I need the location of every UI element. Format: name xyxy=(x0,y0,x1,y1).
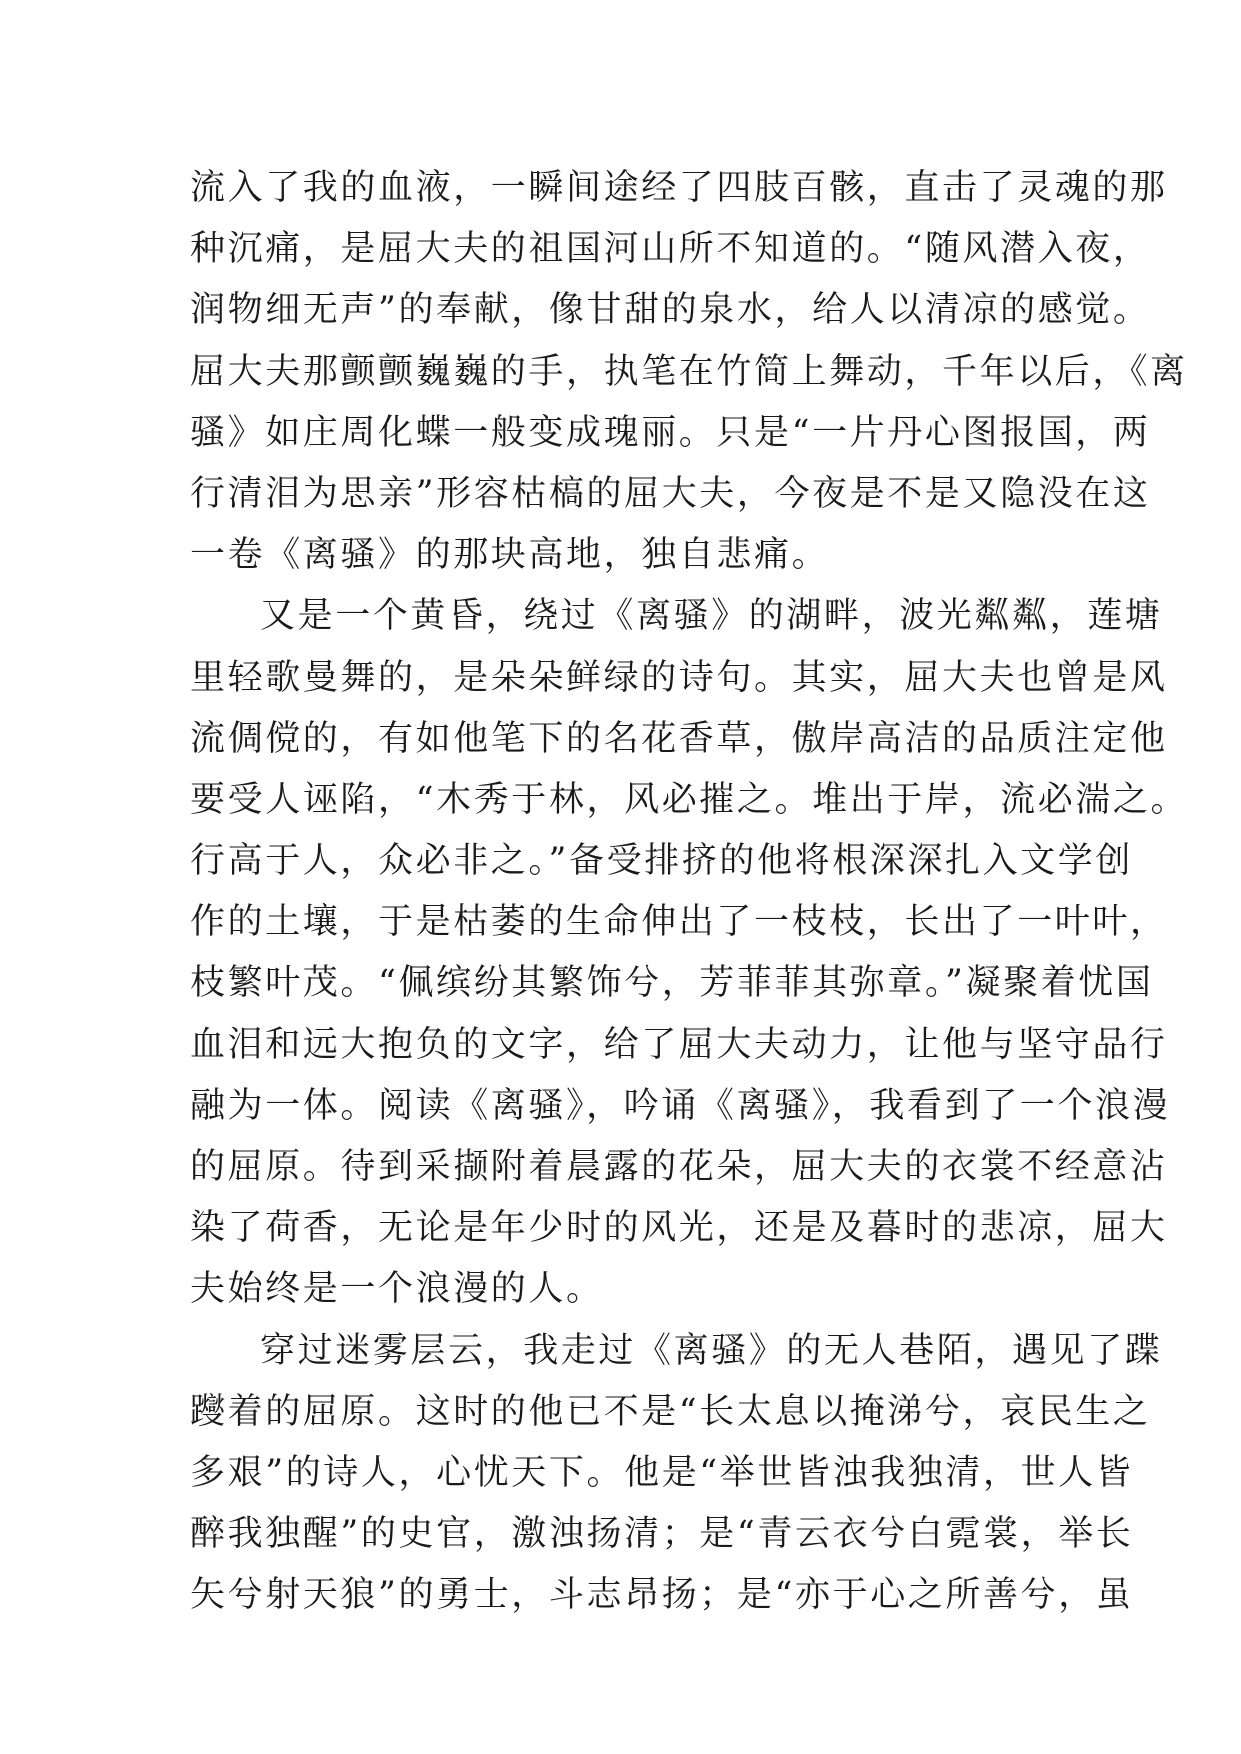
text-line: 矢兮射天狼”的勇士，斗志昂扬；是“亦于心之所善兮，虽 xyxy=(190,1575,1134,1616)
text-line: 融为一体。阅读《离骚》，吟诵《离骚》，我看到了一个浪漫 xyxy=(190,1085,1171,1126)
text-line: 醉我独醒”的史官，激浊扬清；是“青云衣兮白霓裳，举长 xyxy=(190,1514,1134,1555)
text-line: 枝繁叶茂。“佩缤纷其繁饰兮，芳菲菲其弥章。”凝聚着忧国 xyxy=(190,963,1154,1004)
text-line: 染了荷香，无论是年少时的风光，还是及暮时的悲凉，屈大 xyxy=(190,1208,1168,1249)
text-line: 夫始终是一个浪漫的人。 xyxy=(190,1269,604,1310)
text-line: 流入了我的血液，一瞬间途经了四肢百骸，直击了灵魂的那 xyxy=(190,168,1168,208)
text-line: 种沉痛，是屈大夫的祖国河山所不知道的。“随风潜入夜， xyxy=(190,229,1151,270)
text-line: 屈大夫那颤颤巍巍的手，执笔在竹简上舞动，千年以后，《离 xyxy=(190,351,1188,392)
text-line: 行高于人，众必非之。”备受排挤的他将根深深扎入文学创 xyxy=(190,841,1133,882)
text-line: 要受人诬陷，“木秀于林，风必摧之。堆出于岸，流必湍之。 xyxy=(190,779,1189,820)
text-line: 的屈原。待到采撷附着晨露的花朵，屈大夫的衣裳不经意沾 xyxy=(190,1147,1168,1187)
text-line: 一卷《离骚》的那块高地，独自悲痛。 xyxy=(190,535,830,576)
text-line: 润物细无声”的奉献，像甘甜的泉水，给人以清凉的感觉。 xyxy=(190,290,1151,331)
text-line: 血泪和远大抱负的文字，给了屈大夫动力，让他与坚守品行 xyxy=(190,1024,1168,1065)
text-line: 多艰”的诗人，心忧天下。他是“举世皆浊我独清，世人皆 xyxy=(190,1452,1134,1493)
text-line: 行清泪为思亲”形容枯槁的屈大夫，今夜是不是又隐没在这 xyxy=(190,473,1151,514)
text-line: 里轻歌曼舞的，是朵朵鲜绿的诗句。其实，屈大夫也曾是风 xyxy=(190,657,1168,698)
paragraph-start-line: 穿过迷雾层云，我走过《离骚》的无人巷陌，遇见了蹀 xyxy=(260,1330,1163,1371)
text-line: 躞着的屈原。这时的他已不是“长太息以掩涕兮，哀民生之 xyxy=(190,1391,1151,1432)
text-line: 流倜傥的，有如他笔下的名花香草，傲岸高洁的品质注定他 xyxy=(190,718,1168,759)
text-line: 骚》如庄周化蝶一般变成瑰丽。只是“一片丹心图报国，两 xyxy=(190,412,1151,453)
body-text xyxy=(190,158,1189,1627)
paragraph-start-line: 又是一个黄昏，绕过《离骚》的湖畔，波光粼粼，莲塘 xyxy=(260,596,1163,637)
text-line: 作的土壤，于是枯萎的生命伸出了一枝枝，长出了一叶叶， xyxy=(190,902,1168,943)
